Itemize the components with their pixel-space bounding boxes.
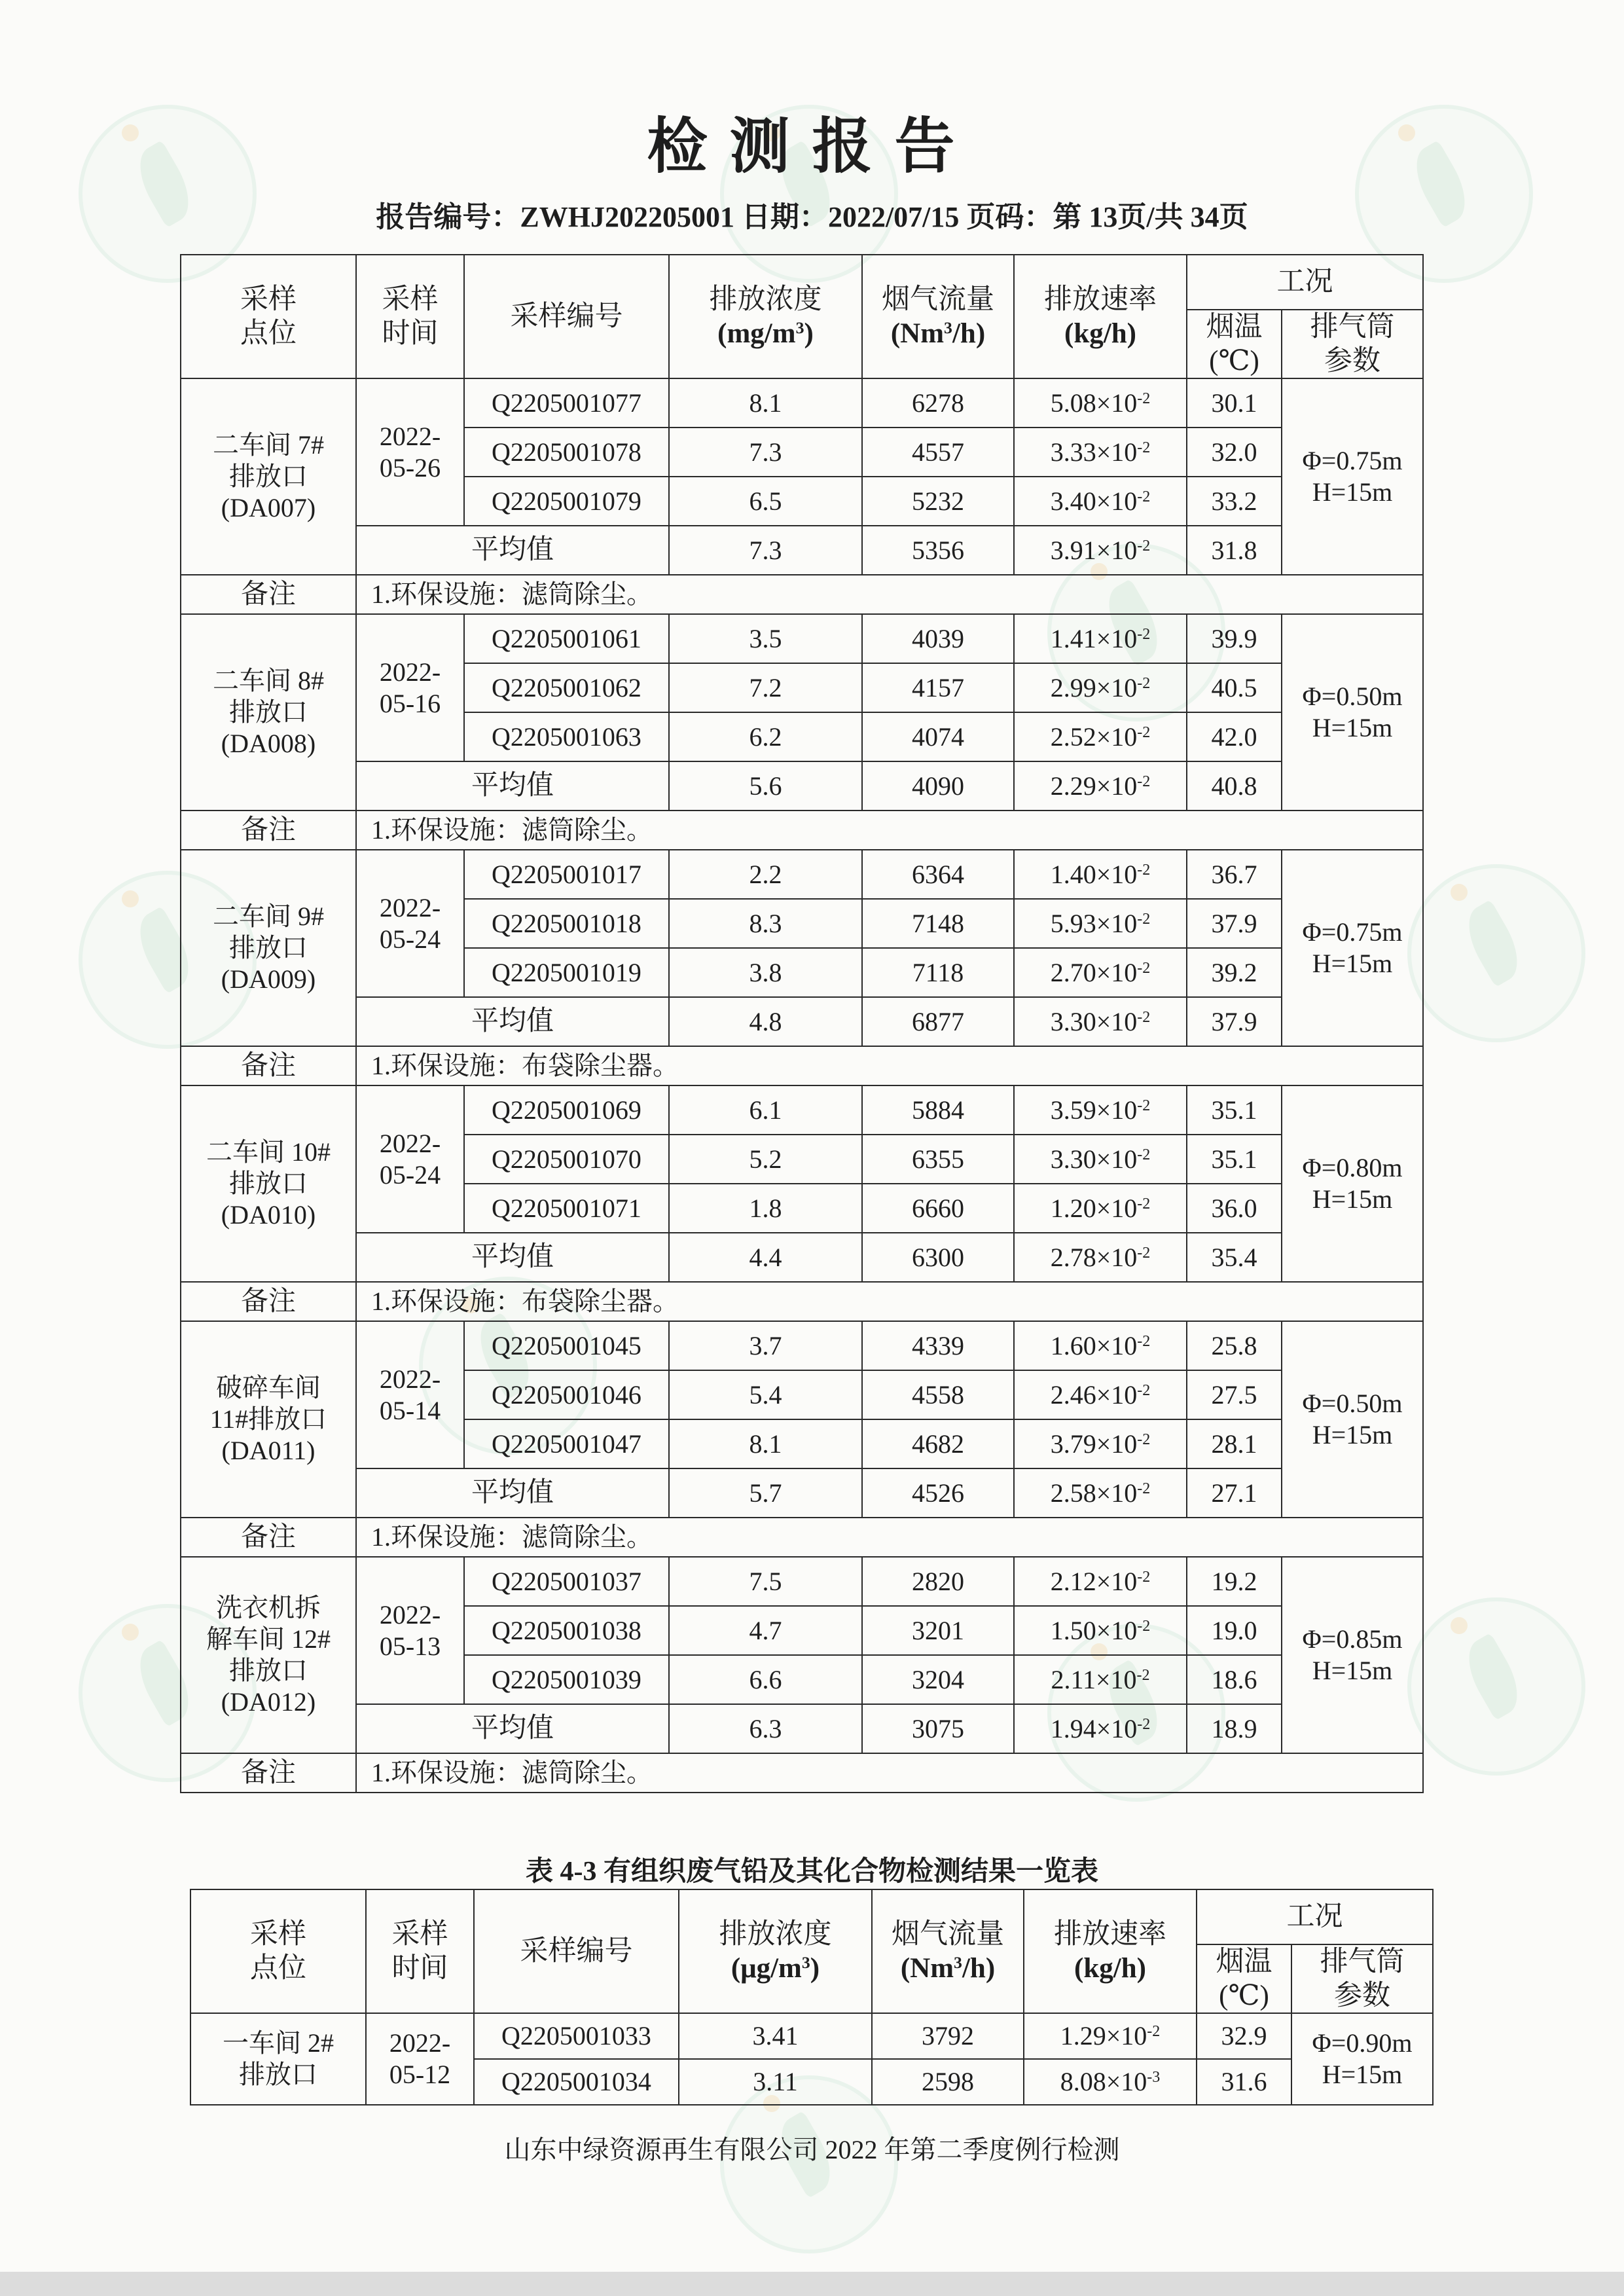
sample-code-cell: Q2205001017 — [464, 850, 669, 899]
concentration-cell: 1.8 — [669, 1184, 862, 1233]
table-row — [181, 1085, 1423, 1135]
average-label: 平均值 — [356, 997, 669, 1046]
rate-cell: $8.08\times 10^{-3}$ — [1024, 2059, 1197, 2105]
rate-cell: $2.99\times 10^{-2}$ — [1014, 663, 1187, 712]
report-footer: 山东中绿资源再生有限公司 2022 年第二季度例行检测 — [504, 2135, 1120, 2164]
sample-code-cell: Q2205001069 — [464, 1085, 669, 1135]
temperature-cell: 39.9 — [1187, 614, 1282, 663]
table-row — [181, 1321, 1423, 1370]
stack-params-cell: Φ=0.85m H=15m — [1282, 1557, 1423, 1753]
flow-cell: 4074 — [862, 712, 1014, 761]
concentration-cell: 3.8 — [669, 948, 862, 997]
flow-cell: 2820 — [862, 1557, 1014, 1606]
remark-text: 1.环保设施：滤筒除尘。 — [356, 811, 1423, 850]
concentration-cell: 4.8 — [669, 997, 862, 1046]
rate-cell: $3.33\times 10^{-2}$ — [1014, 428, 1187, 477]
header-sample-code: 采样编号 — [474, 1889, 679, 2013]
watermark-logo — [1407, 1597, 1585, 1776]
concentration-cell: 3.41 — [679, 2013, 872, 2059]
rate-cell: $3.79\times 10^{-2}$ — [1014, 1419, 1187, 1468]
sample-code-cell: Q2205001037 — [464, 1557, 669, 1606]
sample-code-cell: Q2205001062 — [464, 663, 669, 712]
temperature-cell: 33.2 — [1187, 477, 1282, 526]
temperature-cell: 31.8 — [1187, 526, 1282, 575]
flow-cell: 3075 — [862, 1704, 1014, 1753]
flow-cell: 4557 — [862, 428, 1014, 477]
sample-code-cell: Q2205001061 — [464, 614, 669, 663]
concentration-cell: 5.7 — [669, 1468, 862, 1518]
header-flow: 烟气流量 (Nm$^3$/h) — [872, 1889, 1024, 2013]
flow-cell: 3201 — [862, 1606, 1014, 1655]
remark-label: 备注 — [181, 1282, 356, 1321]
average-row — [181, 761, 1423, 811]
sample-code-cell: Q2205001034 — [474, 2059, 679, 2105]
sample-code-cell: Q2205001047 — [464, 1419, 669, 1468]
concentration-cell: 7.5 — [669, 1557, 862, 1606]
header-sample-code: 采样编号 — [464, 255, 669, 378]
header-sampling-point: 采样 点位 — [181, 255, 356, 378]
temperature-cell: 31.6 — [1197, 2059, 1291, 2105]
sampling-time-cell: 2022- 05-14 — [356, 1321, 464, 1468]
concentration-cell: 3.11 — [679, 2059, 872, 2105]
flow-cell: 6355 — [862, 1135, 1014, 1184]
concentration-cell: 6.6 — [669, 1655, 862, 1704]
header-rate: 排放速率 (kg/h) — [1024, 1889, 1197, 2013]
remark-text: 1.环保设施：布袋除尘器。 — [356, 1282, 1423, 1321]
concentration-cell: 5.6 — [669, 761, 862, 811]
table-row — [181, 850, 1423, 899]
sampling-time-cell: 2022- 05-13 — [356, 1557, 464, 1704]
flow-cell: 5884 — [862, 1085, 1014, 1135]
header-conditions: 工况 — [1197, 1889, 1433, 1944]
sampling-point-cell: 破碎车间 11#排放口 (DA011) — [181, 1321, 356, 1518]
temperature-cell: 18.9 — [1187, 1704, 1282, 1753]
rate-cell: $3.91\times 10^{-2}$ — [1014, 526, 1187, 575]
remark-text: 1.环保设施：布袋除尘器。 — [356, 1046, 1423, 1085]
flow-cell: 4090 — [862, 761, 1014, 811]
concentration-cell: 7.2 — [669, 663, 862, 712]
flow-cell: 4682 — [862, 1419, 1014, 1468]
remark-label: 备注 — [181, 1518, 356, 1557]
sample-code-cell: Q2205001033 — [474, 2013, 679, 2059]
header-concentration: 排放浓度 $(mg/m^3)$ — [669, 255, 862, 378]
rate-cell: $2.46\times 10^{-2}$ — [1014, 1370, 1187, 1419]
rate-cell: $1.20\times 10^{-2}$ — [1014, 1184, 1187, 1233]
concentration-cell: 7.3 — [669, 526, 862, 575]
rate-cell: $2.12\times 10^{-2}$ — [1014, 1557, 1187, 1606]
flow-cell: 6877 — [862, 997, 1014, 1046]
sample-code-cell: Q2205001018 — [464, 899, 669, 948]
temperature-cell: 19.0 — [1187, 1606, 1282, 1655]
header-temperature: 烟温 (℃) — [1197, 1944, 1291, 2013]
stack-params-cell: Φ=0.50m H=15m — [1282, 1321, 1423, 1518]
average-row — [181, 526, 1423, 575]
sampling-time-cell: 2022- 05-24 — [356, 850, 464, 997]
flow-cell: 2598 — [872, 2059, 1024, 2105]
average-label: 平均值 — [356, 526, 669, 575]
temperature-cell: 37.9 — [1187, 997, 1282, 1046]
sample-code-cell: Q2205001070 — [464, 1135, 669, 1184]
header-flow: 烟气流量 (Nm$^3$/h) — [862, 255, 1014, 378]
flow-cell: 4526 — [862, 1468, 1014, 1518]
header-stack-params: 排气筒 参数 — [1282, 310, 1423, 378]
average-row — [181, 1233, 1423, 1282]
sampling-point-cell: 洗衣机拆 解车间 12# 排放口 (DA012) — [181, 1557, 356, 1753]
temperature-cell: 35.1 — [1187, 1135, 1282, 1184]
flow-cell: 4558 — [862, 1370, 1014, 1419]
average-row — [181, 1468, 1423, 1518]
rate-cell: $5.93\times 10^{-2}$ — [1014, 899, 1187, 948]
header-sampling-time: 采样 时间 — [366, 1889, 474, 2013]
stack-params-cell: Φ=0.90m H=15m — [1291, 2013, 1433, 2105]
rate-cell: $1.40\times 10^{-2}$ — [1014, 850, 1187, 899]
temperature-cell: 25.8 — [1187, 1321, 1282, 1370]
remark-row — [181, 1046, 1423, 1085]
report-title: 检测报告 — [647, 111, 977, 181]
remark-row — [181, 811, 1423, 850]
temperature-cell: 30.1 — [1187, 378, 1282, 428]
lead-results-table — [190, 1889, 1434, 2105]
sampling-time-cell: 2022- 05-26 — [356, 378, 464, 526]
flow-cell: 4339 — [862, 1321, 1014, 1370]
flow-cell: 6278 — [862, 378, 1014, 428]
sampling-point-cell: 二车间 8# 排放口 (DA008) — [181, 614, 356, 811]
concentration-cell: 7.3 — [669, 428, 862, 477]
remark-label: 备注 — [181, 1046, 356, 1085]
rate-cell: $3.40\times 10^{-2}$ — [1014, 477, 1187, 526]
concentration-cell: 2.2 — [669, 850, 862, 899]
sampling-point-cell: 二车间 10# 排放口 (DA010) — [181, 1085, 356, 1282]
sample-code-cell: Q2205001071 — [464, 1184, 669, 1233]
rate-cell: $1.60\times 10^{-2}$ — [1014, 1321, 1187, 1370]
flow-cell: 4157 — [862, 663, 1014, 712]
header-concentration: 排放浓度 $(\mu g/m^3)$ — [679, 1889, 872, 2013]
rate-cell: $2.78\times 10^{-2}$ — [1014, 1233, 1187, 1282]
report-meta-line: 报告编号：ZWHJ202205001 日期：2022/07/15 页码：第 13页/共 34页 — [376, 201, 1248, 233]
remark-label: 备注 — [181, 811, 356, 850]
header-sampling-time: 采样 时间 — [356, 255, 464, 378]
average-label: 平均值 — [356, 761, 669, 811]
rate-cell: $2.29\times 10^{-2}$ — [1014, 761, 1187, 811]
sampling-time-cell: 2022- 05-24 — [356, 1085, 464, 1233]
rate-cell: $2.58\times 10^{-2}$ — [1014, 1468, 1187, 1518]
concentration-cell: 6.5 — [669, 477, 862, 526]
remark-row — [181, 575, 1423, 614]
temperature-cell: 32.9 — [1197, 2013, 1291, 2059]
temperature-cell: 40.8 — [1187, 761, 1282, 811]
temperature-cell: 35.1 — [1187, 1085, 1282, 1135]
temperature-cell: 39.2 — [1187, 948, 1282, 997]
concentration-cell: 8.1 — [669, 378, 862, 428]
concentration-cell: 5.4 — [669, 1370, 862, 1419]
sampling-point-cell: 一车间 2# 排放口 — [190, 2013, 366, 2105]
header-temperature: 烟温 (℃) — [1187, 310, 1282, 378]
concentration-cell: 8.1 — [669, 1419, 862, 1468]
sampling-time-cell: 2022- 05-16 — [356, 614, 464, 761]
emission-results-table — [180, 254, 1424, 1793]
sample-code-cell: Q2205001046 — [464, 1370, 669, 1419]
concentration-cell: 6.2 — [669, 712, 862, 761]
remark-row — [181, 1282, 1423, 1321]
rate-cell: $3.30\times 10^{-2}$ — [1014, 1135, 1187, 1184]
table-row — [181, 1557, 1423, 1606]
rate-cell: $2.52\times 10^{-2}$ — [1014, 712, 1187, 761]
rate-cell: $1.94\times 10^{-2}$ — [1014, 1704, 1187, 1753]
concentration-cell: 5.2 — [669, 1135, 862, 1184]
rate-cell: $5.08\times 10^{-2}$ — [1014, 378, 1187, 428]
average-label: 平均值 — [356, 1468, 669, 1518]
table-row — [190, 2013, 1433, 2059]
average-row — [181, 997, 1423, 1046]
temperature-cell: 28.1 — [1187, 1419, 1282, 1468]
concentration-cell: 3.7 — [669, 1321, 862, 1370]
stack-params-cell: Φ=0.75m H=15m — [1282, 378, 1423, 575]
concentration-cell: 3.5 — [669, 614, 862, 663]
rate-cell: $1.50\times 10^{-2}$ — [1014, 1606, 1187, 1655]
flow-cell: 7148 — [862, 899, 1014, 948]
stack-params-cell: Φ=0.50m H=15m — [1282, 614, 1423, 811]
remark-row — [181, 1518, 1423, 1557]
flow-cell: 5356 — [862, 526, 1014, 575]
remark-text: 1.环保设施：滤筒除尘。 — [356, 1518, 1423, 1557]
flow-cell: 3204 — [862, 1655, 1014, 1704]
concentration-cell: 6.1 — [669, 1085, 862, 1135]
rate-cell: $2.11\times 10^{-2}$ — [1014, 1655, 1187, 1704]
table-row — [181, 378, 1423, 428]
average-label: 平均值 — [356, 1704, 669, 1753]
sample-code-cell: Q2205001039 — [464, 1655, 669, 1704]
temperature-cell: 42.0 — [1187, 712, 1282, 761]
rate-cell: $3.59\times 10^{-2}$ — [1014, 1085, 1187, 1135]
stack-params-cell: Φ=0.75m H=15m — [1282, 850, 1423, 1046]
concentration-cell: 6.3 — [669, 1704, 862, 1753]
watermark-logo — [1407, 864, 1585, 1042]
concentration-cell: 8.3 — [669, 899, 862, 948]
temperature-cell: 18.6 — [1187, 1655, 1282, 1704]
rate-cell: $3.30\times 10^{-2}$ — [1014, 997, 1187, 1046]
flow-cell: 6300 — [862, 1233, 1014, 1282]
header-stack-params: 排气筒 参数 — [1291, 1944, 1433, 2013]
flow-cell: 6364 — [862, 850, 1014, 899]
flow-cell: 7118 — [862, 948, 1014, 997]
sample-code-cell: Q2205001045 — [464, 1321, 669, 1370]
flow-cell: 3792 — [872, 2013, 1024, 2059]
concentration-cell: 4.7 — [669, 1606, 862, 1655]
remark-text: 1.环保设施：滤筒除尘。 — [356, 575, 1423, 614]
temperature-cell: 19.2 — [1187, 1557, 1282, 1606]
average-label: 平均值 — [356, 1233, 669, 1282]
temperature-cell: 32.0 — [1187, 428, 1282, 477]
remark-label: 备注 — [181, 1753, 356, 1793]
remark-row — [181, 1753, 1423, 1793]
sample-code-cell: Q2205001019 — [464, 948, 669, 997]
sample-code-cell: Q2205001063 — [464, 712, 669, 761]
sampling-point-cell: 二车间 7# 排放口 (DA007) — [181, 378, 356, 575]
concentration-cell: 4.4 — [669, 1233, 862, 1282]
temperature-cell: 37.9 — [1187, 899, 1282, 948]
remark-label: 备注 — [181, 575, 356, 614]
sampling-point-cell: 二车间 9# 排放口 (DA009) — [181, 850, 356, 1046]
temperature-cell: 35.4 — [1187, 1233, 1282, 1282]
table-row — [181, 614, 1423, 663]
table-caption: 表 4-3 有组织废气铅及其化合物检测结果一览表 — [526, 1857, 1098, 1887]
temperature-cell: 36.7 — [1187, 850, 1282, 899]
header-sampling-point: 采样 点位 — [190, 1889, 366, 2013]
average-row — [181, 1704, 1423, 1753]
rate-cell: $1.29\times 10^{-2}$ — [1024, 2013, 1197, 2059]
scan-edge — [0, 2272, 1624, 2296]
rate-cell: $1.41\times 10^{-2}$ — [1014, 614, 1187, 663]
temperature-cell: 27.1 — [1187, 1468, 1282, 1518]
stack-params-cell: Φ=0.80m H=15m — [1282, 1085, 1423, 1282]
temperature-cell: 40.5 — [1187, 663, 1282, 712]
remark-text: 1.环保设施：滤筒除尘。 — [356, 1753, 1423, 1793]
rate-cell: $2.70\times 10^{-2}$ — [1014, 948, 1187, 997]
sample-code-cell: Q2205001079 — [464, 477, 669, 526]
sample-code-cell: Q2205001038 — [464, 1606, 669, 1655]
temperature-cell: 36.0 — [1187, 1184, 1282, 1233]
flow-cell: 4039 — [862, 614, 1014, 663]
temperature-cell: 27.5 — [1187, 1370, 1282, 1419]
header-conditions: 工况 — [1187, 255, 1423, 310]
flow-cell: 6660 — [862, 1184, 1014, 1233]
header-rate: 排放速率 (kg/h) — [1014, 255, 1187, 378]
sampling-time-cell: 2022- 05-12 — [366, 2013, 474, 2105]
sample-code-cell: Q2205001077 — [464, 378, 669, 428]
sample-code-cell: Q2205001078 — [464, 428, 669, 477]
flow-cell: 5232 — [862, 477, 1014, 526]
